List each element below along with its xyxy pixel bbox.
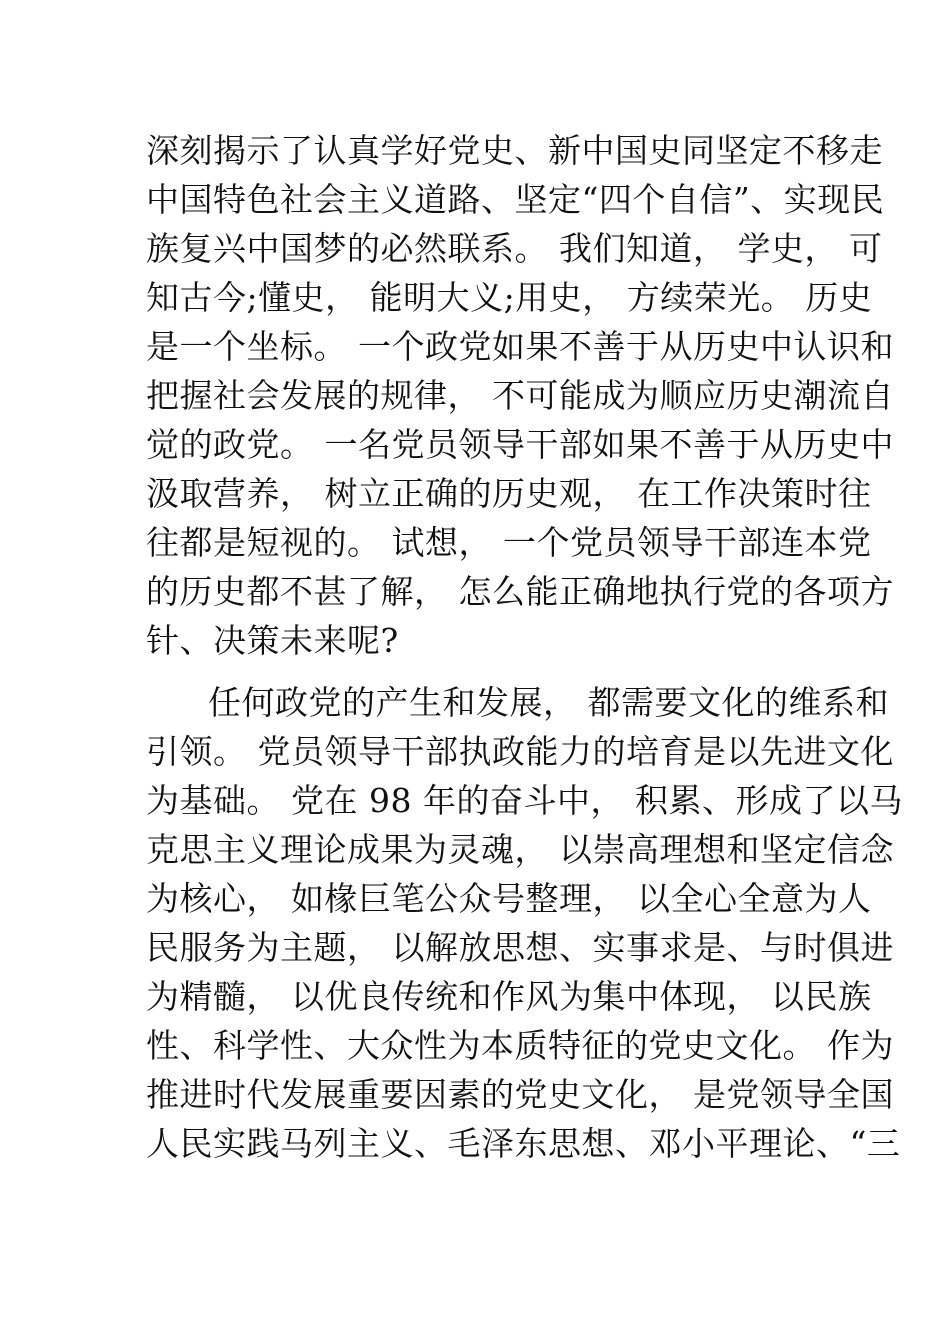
paragraph-2-line: 民服务为主题， 以解放思想、实事求是、与时俱进: [146, 928, 894, 967]
paragraph-2-line: 克思主义理论成果为灵魂， 以崇高理想和坚定信念: [146, 830, 894, 869]
paragraph-2-line: 性、科学性、大众性为本质特征的党史文化。 作为: [146, 1026, 894, 1065]
paragraph-1-line: 是一个坐标。 一个政党如果不善于从历史中认识和: [146, 327, 894, 366]
paragraph-1-line: 针、决策未来呢?: [146, 621, 399, 660]
paragraph-1-line: 深刻揭示了认真学好党史、新中国史同坚定不移走: [146, 131, 883, 170]
paragraph-2-line: 为精髓， 以优良传统和作风为集中体现， 以民族: [146, 977, 872, 1016]
paragraph-1-line: 的历史都不甚了解， 怎么能正确地执行党的各项方: [146, 572, 894, 611]
paragraph-1-line: 知古今;懂史， 能明大义;用史， 方续荣光。 历史: [146, 278, 873, 317]
paragraph-2-line: 引领。 党员领导干部执政能力的培育是以先进文化: [146, 732, 894, 771]
paragraph-1-line: 族复兴中国梦的必然联系。 我们知道， 学史， 可: [146, 229, 883, 268]
paragraph-1-line: 觉的政党。 一名党员领导干部如果不善于从历史中: [146, 425, 894, 464]
paragraph-1-line: 把握社会发展的规律， 不可能成为顺应历史潮流自: [146, 376, 894, 415]
paragraph-2-line: 为核心， 如椽巨笔公众号整理， 以全心全意为人: [146, 879, 872, 918]
paragraph-1-line: 汲取营养， 树立正确的历史观， 在工作决策时往: [146, 474, 872, 513]
paragraph-1-line: 往都是短视的。 试想， 一个党员领导干部连本党: [146, 523, 872, 562]
paragraph-1-line: 中国特色社会主义道路、坚定“四个自信”、实现民: [146, 180, 885, 219]
paragraph-2-first-line: 任何政党的产生和发展， 都需要文化的维系和: [208, 683, 889, 722]
paragraph-2-line: 为基础。 党在 98 年的奋斗中， 积累、形成了以马: [146, 781, 903, 820]
paragraph-2-line: 人民实践马列主义、毛泽东思想、邓小平理论、“三: [146, 1124, 901, 1163]
paragraph-2-line: 推进时代发展重要因素的党史文化， 是党领导全国: [146, 1075, 894, 1114]
